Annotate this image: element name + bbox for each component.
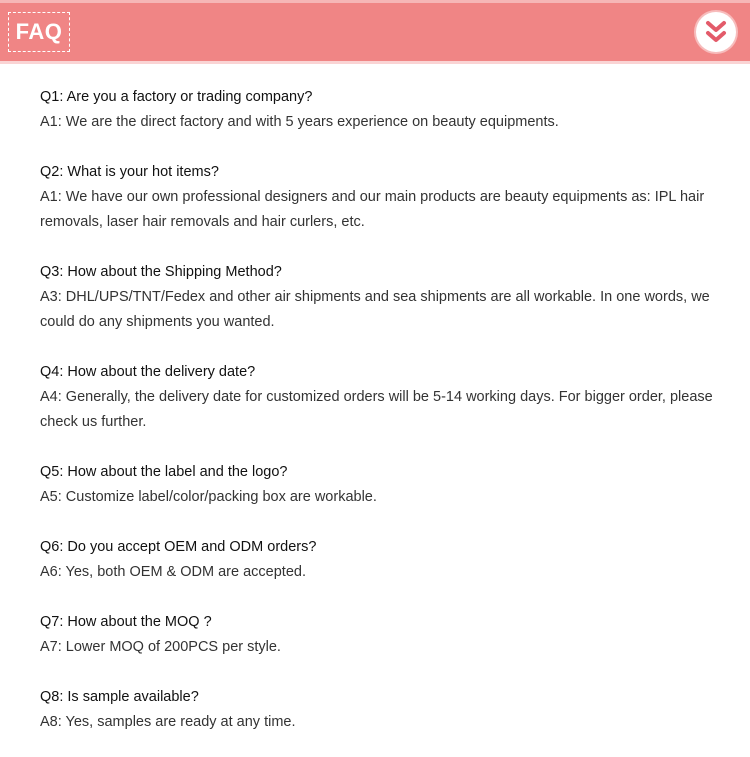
- faq-item-1: [40, 86, 720, 135]
- faq-list: [40, 86, 720, 735]
- faq-item-7: [40, 611, 720, 660]
- faq-answer: A7: Lower MOQ of 200PCS per style.: [40, 639, 281, 655]
- faq-answer: A5: Customize label/color/packing box are workable.: [40, 489, 377, 505]
- faq-question: Q2: What is your hot items?: [40, 164, 219, 180]
- faq-answer: A3: DHL/UPS/TNT/Fedex and other air shipments and sea shipments are all workable. In one words, we could do any shipments you wanted.: [40, 289, 710, 330]
- faq-answer: A8: Yes, samples are ready at any time.: [40, 714, 296, 730]
- faq-answer: A6: Yes, both OEM & ODM are accepted.: [40, 564, 306, 580]
- faq-item-6: [40, 536, 720, 585]
- faq-item-4: [40, 361, 720, 435]
- faq-title: FAQ: [8, 12, 70, 52]
- faq-question: Q3: How about the Shipping Method?: [40, 264, 282, 280]
- faq-question: Q5: How about the label and the logo?: [40, 464, 288, 480]
- faq-item-8: [40, 686, 720, 735]
- faq-item-3: [40, 261, 720, 335]
- faq-question: Q7: How about the MOQ ?: [40, 614, 212, 630]
- faq-header-bar: [0, 3, 750, 61]
- faq-question: Q8: Is sample available?: [40, 689, 199, 705]
- faq-answer: A4: Generally, the delivery date for customized orders will be 5-14 working days. For bigger order, please check us further.: [40, 389, 713, 430]
- expand-button[interactable]: [696, 12, 736, 52]
- faq-answer: A1: We are the direct factory and with 5 years experience on beauty equipments.: [40, 114, 559, 130]
- double-chevron-down-icon: [696, 12, 736, 52]
- faq-question: Q4: How about the delivery date?: [40, 364, 256, 380]
- faq-answer: A1: We have our own professional designers and our main products are beauty equipments as: IPL hair removals, laser hair removals and hair curlers, etc.: [40, 189, 705, 230]
- faq-item-2: [40, 161, 720, 235]
- faq-question: Q1: Are you a factory or trading company?: [40, 89, 313, 105]
- header-bottom-border: [0, 61, 750, 64]
- faq-question: Q6: Do you accept OEM and ODM orders?: [40, 539, 317, 555]
- faq-item-5: [40, 461, 720, 510]
